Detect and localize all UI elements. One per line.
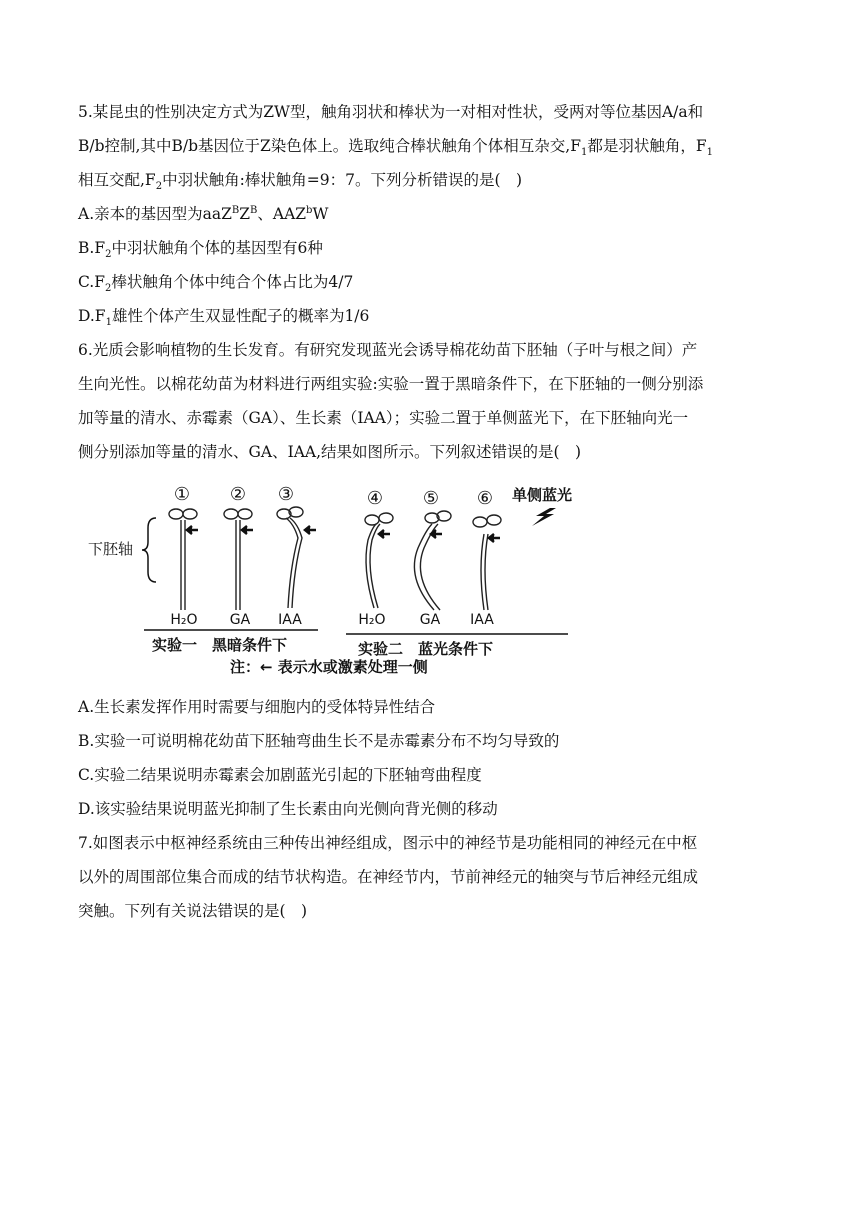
seedling-2 (224, 509, 252, 610)
text-line: 加等量的清水、赤霉素（GA）、生长素（IAA）；实验二置于单侧蓝光下，在下胚轴向光一 (78, 409, 689, 427)
treatment-label-6: IAA (470, 612, 494, 628)
text-line: 突触。下列有关说法错误的是( ) (78, 902, 308, 920)
arrow-icon (431, 530, 442, 538)
arrow-icon (305, 526, 316, 534)
text-line: $C.F_2$棒状触角个体中纯合个体占比为4/7 (78, 273, 354, 295)
treatment-label-3: IAA (278, 612, 302, 628)
seedling-number-1: ① (173, 484, 191, 505)
text-line: $D.F_1$雄性个体产生双显性配子的概率为1/6 (78, 307, 370, 329)
text-line: 侧分别添加等量的清水、GA、IAA,结果如图所示。下列叙述错误的是( ) (78, 443, 582, 461)
arrow-icon (187, 526, 198, 534)
text-line: A.生长素发挥作用时需要与细胞内的受体特异性结合 (78, 698, 436, 716)
seedling-number-6: ⑥ (476, 488, 494, 509)
arrow-icon (242, 526, 253, 534)
hypocotyl-label: 下胚轴 (88, 540, 134, 558)
arrow-icon (489, 534, 500, 542)
seedling-3 (277, 507, 303, 608)
experiment-1-label: 实验一 黑暗条件下 (152, 636, 288, 654)
question-7 (78, 826, 778, 928)
answer-options (78, 197, 778, 333)
seedling-1 (169, 509, 197, 610)
text-line: $B.F_2$中羽状触角个体的基因型有6种 (78, 239, 323, 261)
treatment-label-1: H₂O (170, 612, 198, 628)
question-stem (78, 826, 778, 928)
blue-light-label: 单侧蓝光 (512, 486, 573, 504)
seedling-4 (365, 513, 393, 608)
text-line: A.亲本的基因型为$aaZ^BZ^B$、AAZ$^b$W (78, 204, 329, 223)
question-6 (78, 333, 778, 469)
seedling-number-4: ④ (366, 488, 384, 509)
seedling-number-3: ③ (277, 484, 295, 505)
treatment-label-5: GA (419, 612, 441, 628)
seedling-6 (473, 515, 501, 610)
question-6-options (78, 690, 778, 826)
hypocotyl-brace (142, 518, 156, 582)
question-5 (78, 95, 778, 333)
text-line: 5.某昆虫的性别决定方式为ZW型，触角羽状和棒状为一对相对性状，受两对等位基因A/a和 (78, 103, 704, 121)
seedling-number-2: ② (229, 484, 247, 505)
treatment-label-4: H₂O (358, 612, 386, 628)
seedling-experiment-figure (80, 478, 600, 678)
question-stem (78, 95, 778, 197)
question-stem (78, 333, 778, 469)
text-line: C.实验二结果说明赤霉素会加剧蓝光引起的下胚轴弯曲程度 (78, 766, 482, 784)
text-line: 6.光质会影响植物的生长发育。有研究发现蓝光会诱导棉花幼苗下胚轴（子叶与根之间）产 (78, 341, 698, 359)
text-line: B/b控制,其中B/b基因位于Z染色体上。选取纯合棒状触角个体相互杂交$,F_1$都是羽状触角，$F_1$ (78, 137, 713, 159)
answer-options (78, 690, 778, 826)
text-line: 以外的周围部位集合而成的结节状构造。在神经节内，节前神经元的轴突与节后神经元组成 (78, 868, 699, 886)
treatment-label-2: GA (229, 612, 251, 628)
seedling-5 (414, 511, 451, 610)
text-line: D.该实验结果说明蓝光抑制了生长素由向光侧向背光侧的移动 (78, 800, 498, 818)
seedling-number-5: ⑤ (422, 488, 440, 509)
experiment-2-label: 实验二 蓝光条件下 (358, 640, 494, 658)
text-line: 生向光性。以棉花幼苗为材料进行两组实验:实验一置于黑暗条件下，在下胚轴的一侧分别添 (78, 375, 704, 393)
arrow-icon (379, 530, 390, 538)
text-line: B.实验一可说明棉花幼苗下胚轴弯曲生长不是赤霉素分布不均匀导致的 (78, 732, 560, 750)
text-line: 7.如图表示中枢神经系统由三种传出神经组成，图示中的神经节是功能相同的神经元在中枢 (78, 834, 698, 852)
figure-note: 注：← 表示水或激素处理一侧 (230, 658, 428, 676)
lightning-icon (532, 508, 556, 526)
text-line: 相互交配$,F_2$中羽状触角:棒状触角=9：7。下列分析错误的是( ) (78, 171, 523, 193)
